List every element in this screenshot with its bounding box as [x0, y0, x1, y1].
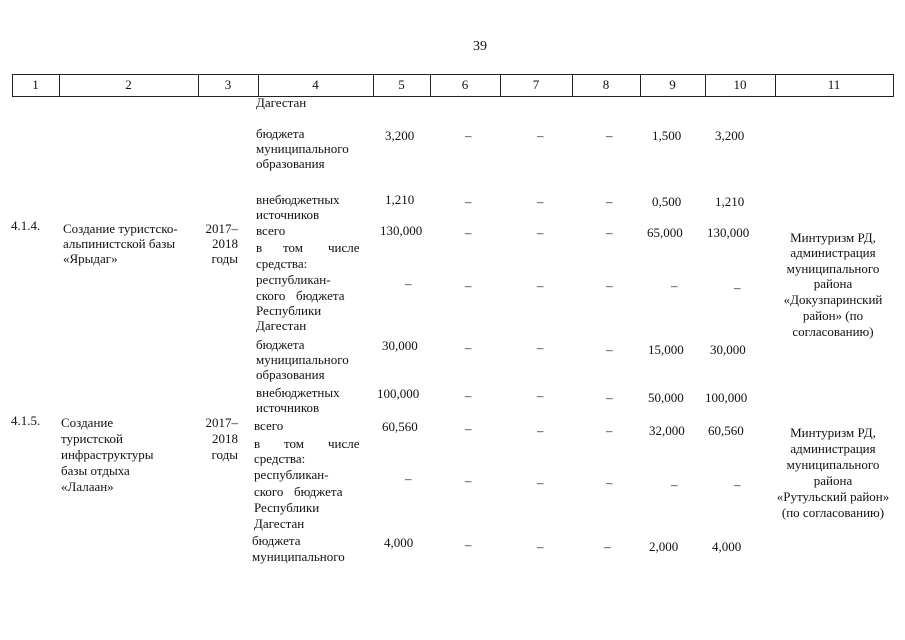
value-col5: 1,210 [385, 192, 415, 207]
item-number: 4.1.4. [11, 218, 41, 233]
executor-text: муниципального [786, 457, 880, 472]
cell-text: Дагестан [256, 95, 307, 110]
header-col-8: 8 [602, 77, 610, 92]
executor-text: согласованию) [792, 324, 874, 339]
value-col10: – [734, 477, 741, 492]
item-number: 4.1.5. [11, 413, 41, 428]
cell-text: в [256, 240, 263, 255]
item-years: годы [211, 251, 238, 266]
value-col5: 4,000 [384, 535, 414, 550]
value-col8: – [606, 278, 613, 293]
header-col-11: 11 [827, 77, 841, 92]
value-col6: – [465, 128, 472, 143]
value-col5: 100,000 [377, 386, 420, 401]
cell-text: ского [254, 484, 284, 499]
header-bottom-border [12, 96, 894, 97]
value-col8: – [606, 342, 613, 357]
value-col6: – [465, 473, 472, 488]
item-name: «Лалаан» [61, 479, 114, 494]
item-name: альпинистской базы [63, 236, 176, 251]
executor-text: Минтуризм РД, [790, 425, 876, 440]
value-col9: 50,000 [648, 390, 684, 405]
cell-text: бюджета [296, 288, 345, 303]
executor-text: администрация [790, 245, 876, 260]
item-years: 2018 [212, 431, 238, 446]
value-col6: – [465, 388, 472, 403]
cell-text: внебюджетных [256, 385, 340, 400]
executor-text: муниципального [786, 261, 880, 276]
item-years: 2017– [205, 221, 238, 236]
cell-text: всего [256, 223, 286, 238]
value-col10: 130,000 [707, 225, 750, 240]
header-col-4: 4 [312, 77, 319, 92]
cell-text: средства: [254, 451, 306, 466]
executor-text: «Рутульский район» [776, 489, 890, 504]
value-col5: 130,000 [380, 223, 423, 238]
value-col7: – [537, 388, 544, 403]
value-col6: – [465, 537, 472, 552]
cell-text: образования [256, 367, 325, 382]
value-col8: – [606, 390, 613, 405]
value-col10: 4,000 [712, 539, 742, 554]
cell-text: Республики [254, 500, 320, 515]
value-col8: – [606, 128, 613, 143]
executor-text: (по согласованию) [781, 505, 885, 520]
header-col-10: 10 [733, 77, 747, 92]
item-name: Создание [61, 415, 114, 430]
cell-text: внебюджетных [256, 192, 340, 207]
cell-text: том [283, 240, 303, 255]
cell-text: муниципального [256, 141, 349, 156]
cell-text: том [284, 436, 304, 451]
value-col7: – [537, 194, 544, 209]
header-col-3: 3 [224, 77, 232, 92]
cell-text: ского [256, 288, 286, 303]
value-col9: 1,500 [652, 128, 682, 143]
cell-text: бюджета [294, 484, 343, 499]
value-col7: – [537, 423, 544, 438]
cell-text: бюджета [252, 533, 301, 548]
cell-text: Дагестан [254, 516, 305, 531]
executor-text: района [813, 473, 853, 488]
executor-text: Минтуризм РД, [790, 230, 876, 245]
item-name: «Ярыдаг» [63, 251, 118, 266]
value-col6: – [465, 225, 472, 240]
header-col-5: 5 [398, 77, 405, 92]
header-col-6: 6 [461, 77, 469, 92]
item-years: 2017– [205, 415, 238, 430]
value-col10: 100,000 [705, 390, 748, 405]
value-col10: – [734, 280, 741, 295]
executor-text: района [813, 276, 853, 291]
value-col5: 60,560 [382, 419, 418, 434]
cell-text: бюджета [256, 126, 305, 141]
value-col9: 2,000 [649, 539, 679, 554]
value-col9: 0,500 [652, 194, 682, 209]
executor-text: район» (по [802, 308, 864, 323]
cell-text: Республики [256, 303, 322, 318]
value-col5: – [405, 276, 412, 291]
value-col7: – [537, 128, 544, 143]
value-col7: – [537, 340, 544, 355]
value-col8: – [606, 225, 613, 240]
value-col8: – [606, 475, 613, 490]
value-col9: 15,000 [648, 342, 684, 357]
value-col6: – [465, 421, 472, 436]
value-col5: 3,200 [385, 128, 415, 143]
item-years: 2018 [212, 236, 238, 251]
value-col7: – [537, 539, 544, 554]
header-col-1: 1 [32, 77, 39, 92]
cell-text: бюджета [256, 337, 305, 352]
value-col6: – [465, 278, 472, 293]
value-col10: 60,560 [708, 423, 744, 438]
value-col7: – [537, 475, 544, 490]
item-name: Создание туристско- [63, 221, 178, 236]
cell-text: всего [254, 418, 284, 433]
value-col5: – [405, 471, 412, 486]
value-col7: – [537, 278, 544, 293]
cell-text: числе [328, 436, 360, 451]
header-col-2: 2 [125, 77, 132, 92]
value-col6: – [465, 340, 472, 355]
value-col9: – [671, 278, 678, 293]
cell-text: республикан- [256, 272, 331, 287]
cell-text: республикан- [254, 467, 329, 482]
header-col-9: 9 [669, 77, 676, 92]
item-years: годы [211, 447, 238, 462]
cell-text: образования [256, 156, 325, 171]
cell-text: Дагестан [256, 318, 307, 333]
value-col9: – [671, 477, 678, 492]
header-col-7: 7 [532, 77, 540, 92]
cell-text: источников [256, 400, 320, 415]
cell-text: муниципального [252, 549, 345, 564]
cell-text: средства: [256, 256, 308, 271]
item-name: инфраструктуры [61, 447, 154, 462]
value-col10: 1,210 [715, 194, 745, 209]
item-name: туристской [61, 431, 123, 446]
value-col9: 65,000 [647, 225, 683, 240]
cell-text: муниципального [256, 352, 349, 367]
cell-text: источников [256, 207, 320, 222]
executor-text: «Докузпаринский [783, 292, 883, 307]
header-top-border [12, 74, 894, 75]
executor-text: администрация [790, 441, 876, 456]
value-col8: – [606, 194, 613, 209]
value-col5: 30,000 [382, 338, 418, 353]
cell-text: числе [328, 240, 360, 255]
value-col6: – [465, 194, 472, 209]
cell-text: в [254, 436, 261, 451]
value-col7: – [537, 225, 544, 240]
value-col8: – [604, 539, 611, 554]
col-divider [893, 74, 894, 96]
value-col10: 3,200 [715, 128, 745, 143]
item-name: базы отдыха [61, 463, 130, 478]
page-number: 39 [473, 39, 487, 54]
value-col9: 32,000 [649, 423, 685, 438]
value-col8: – [606, 423, 613, 438]
value-col10: 30,000 [710, 342, 746, 357]
